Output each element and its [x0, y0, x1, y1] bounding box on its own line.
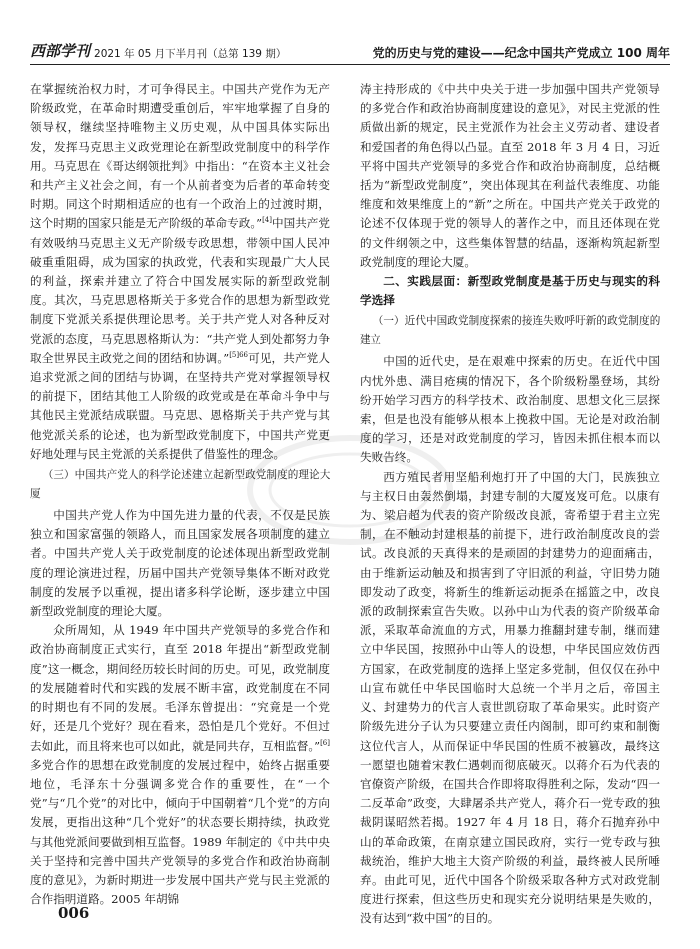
journal-info	[30, 40, 286, 64]
right-column	[360, 80, 660, 926]
issue-info: 2021 年 05 月下半月刊（总第 139 期）	[94, 48, 287, 60]
paragraph: 中国的近代史，是在艰难中探索的历史。在近代中国内忧外患、满目疮痍的情况下，各个阶级粉墨登场，其纷纷开始学习西方的科学技术、政治制度、思想文化三层探索，但是也没有能够从根本上挽救中国。无论是对政治制度的学习，还是对政党制度的学习，皆因未抓住根本而以失败告终。	[360, 354, 660, 465]
subsection-heading: （三）中国共产党人的科学论述建立起新型政党制度的理论大厦	[30, 469, 330, 501]
journal-logo: 西部学刊	[30, 42, 91, 60]
left-column	[30, 80, 330, 907]
subsection-heading: （一）近代中国政党制度探索的接连失败呼吁新的政党制度的建立	[360, 315, 660, 347]
paragraph: 中国共产党人作为中国先进力量的代表，不仅是民族独立和国家富强的领路人，而且国家发展各项制度的建立者。中国共产党人关于政党制度的论述体现出新型政党制度的理论演进过程，历届中国共产党领导集体不断对政党制度的发展予以重视，提出诸多科学论断，逐步建立中国新型政党制度的理论大厦。	[30, 508, 330, 619]
section-title: 党的历史与党的建设——纪念中国共产党成立 100 周年	[372, 46, 670, 60]
paragraph: 涛主持形成的《中共中央关于进一步加强中国共产党领导的多党合作和政治协商制度建设的意见》，对民主党派的性质做出新的规定，民主党派作为社会主义劳动者、建设者和爱国者的角色得以凸显。直至 2018 年 3 月 4 日，习近平将中国共产党领导的多党合作和政治协商制度，总结概括为“新型政党制度”，突出体现其在利益代表维度、功能维度和效果维度上的“新”之所在。中国共产党关于政党的论述不仅体现于党的领导人的著作之中，而且还体现在党的文件纲领之中，这些集体智慧的结晶，逐渐构筑起新型政党制度的理论大厦。	[360, 82, 660, 269]
citation: [5]66	[229, 350, 249, 359]
paragraph: 西方殖民者用坚船利炮打开了中国的大门，民族独立与主权日由轰然倒塌，封建专制的大厦岌岌可危。以康有为、梁启超为代表的资产阶级改良派，寄希望于君主立宪制，在不触动封建根基的前提下，进行政治制度改良的尝试。改良派的天真得来的是顽固的封建势力的迎面痛击，由于维新运动触及和损害到了守旧派的利益，守旧势力随即发动了政变，将新生的维新运动扼杀在摇篮之中，改良派的政制探索宣告失败。以孙中山为代表的资产阶级革命派，采取革命流血的方式，用暴力推翻封建专制，继而建立中华民国，按照孙中山等人的设想，中华民国应效仿西方国家，在政党制度的选择上坚定多党制，但仅仅在孙中山宣布就任中华民国临时大总统一个半月之后，帝国主义、封建势力的代言人袁世凯窃取了革命果实。此时资产阶级先进分子认为只要建立责任内阁制，即可约束和制衡这位代言人，从而保证中华民国的性质不被篡改，最终这一愿望也随着宋教仁遇刺而彻底破灭。以蒋介石为代表的官僚资产阶级，在国共合作即将取得胜利之际，发动“四一二反革命”政变，大肆屠杀共产党人，蒋介石一党专政的独裁阴谋昭然若揭。1927 年 4 月 18 日，蒋介石抛弃孙中山的革命政策，在南京建立国民政府，实行一党专政与独裁统治，维护大地主大资产阶级的利益，最终被人民所唾弃。由此可见，近代中国各个阶级采取各种方式对政党制度进行探索，但这些历史和现实充分说明结果是失败的，没有达到“救中国”的目的。	[360, 469, 660, 926]
citation: [6]	[320, 738, 330, 747]
paragraph: 众所周知，从 1949 年中国共产党领导的多党合作和政治协商制度正式实行，直至 2018 年提出“新型政党制度”这一概念，期间经历较长时间的历史。可见，政党制度的发展随着时代和实践的发展不断丰富，政党制度在不同的时期也有不同的发展。毛泽东曾提出：“究竟是一个党好，还是几个党好？现在看来，恐怕是几个党好。不但过去如此，而且将来也可以如此，就是同共存，互相监督。”[6]多党合作的思想在政党制度的发展过程中，始终占据重要地位，毛泽东十分强调多党合作的重要性，在“一个党”与“几个党”的对比中，倾向于中国朝着“几个党”的方向发展，更指出这种“几个党好”的状态要长期持续，执政党与其他党派间要做到相互监督。1989 年制定的《中共中央关于坚持和完善中国共产党领导的多党合作和政治协商制度的意见》，为新时期进一步发展中国共产党与民主党派的合作指明道路。2005 年胡锦	[30, 623, 330, 907]
section-heading: 二、实践层面：新型政党制度是基于历史与现实的科学选择	[360, 274, 660, 308]
page-header	[30, 38, 670, 65]
page-number: 006	[58, 904, 90, 922]
paragraph: 在掌握统治权力时，才可争得民主。中国共产党作为无产阶级政党，在革命时期遭受重创后，牢牢地掌握了自身的领导权，继续坚持唯物主义历史观，从中国具体实际出发，发挥马克思主义政党理论在新型政党制度中的科学作用。马克思在《哥达纲领批判》中指出：“在资本主义社会和共产主义社会之间，有一个从前者变为后者的革命转变时期。同这个时期相适应的也有一个政治上的过渡时期，这个时期的国家只能是无产阶级的革命专政。”[4]中国共产党有效吸纳马克思主义无产阶级专政思想，带领中国人民冲破重重阻碍，成为国家的执政党，代表和实现最广大人民的利益，探索并建立了符合中国发展实际的新型政党制度。其次，马克思恩格斯关于多党合作的思想为新型政党制度下党派关系提供理论思考。关于共产党人对各种反对党派的态度，马克思恩格斯认为：“共产党人到处都努力争取全世界民主政党之间的团结和协调。”$^{[5]66}$可见，共产党人追求党派之间的团结与协调，在坚持共产党对掌握领导权的前提下，团结其他工人阶级的政党或是在革命斗争中与其他民主党派结成联盟。马克思、恩格斯关于共产党与其他党派关系的论述，也为新型政党制度下，中国共产党更好地处理与民主党派的关系提供了借鉴性的理念。	[30, 82, 330, 461]
citation: [4]	[262, 216, 272, 225]
